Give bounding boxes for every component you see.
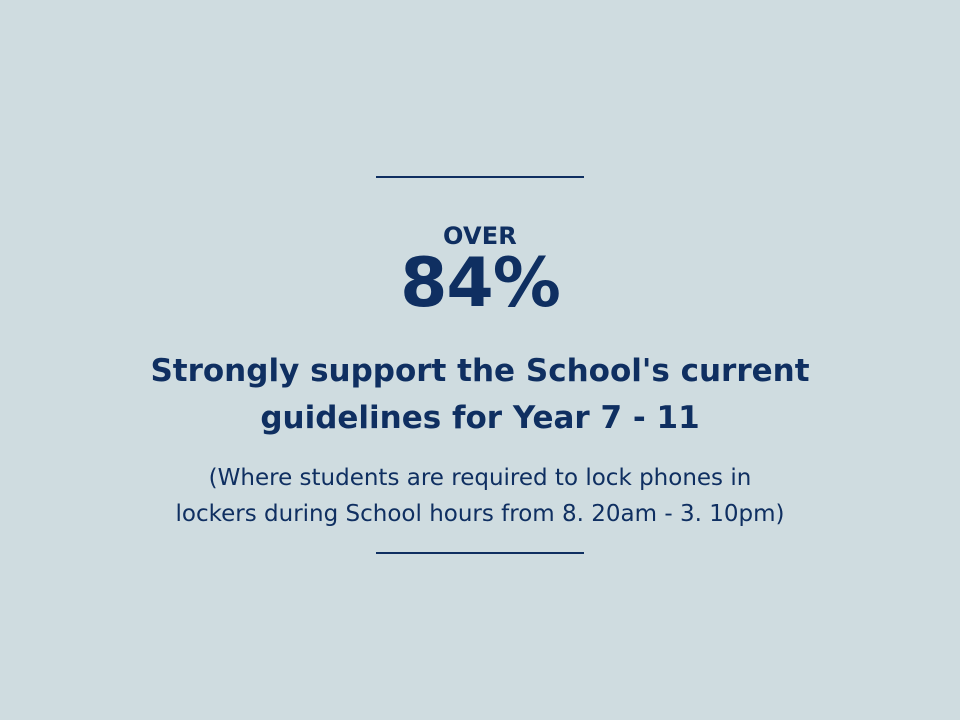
headline-line-2: guidelines for Year 7 - 11 xyxy=(260,400,700,436)
headline-line-1: Strongly support the School's current xyxy=(150,353,810,389)
stat-prefix: OVER xyxy=(442,222,517,250)
top-divider xyxy=(376,176,584,178)
note-line-1: (Where students are required to lock phones in xyxy=(208,465,752,491)
note-line-2: lockers during School hours from 8. 20am - 3. 10pm) xyxy=(175,501,785,527)
note xyxy=(0,460,960,532)
bottom-divider xyxy=(376,552,584,554)
stat-value: 84% xyxy=(400,244,560,323)
headline xyxy=(0,348,960,442)
